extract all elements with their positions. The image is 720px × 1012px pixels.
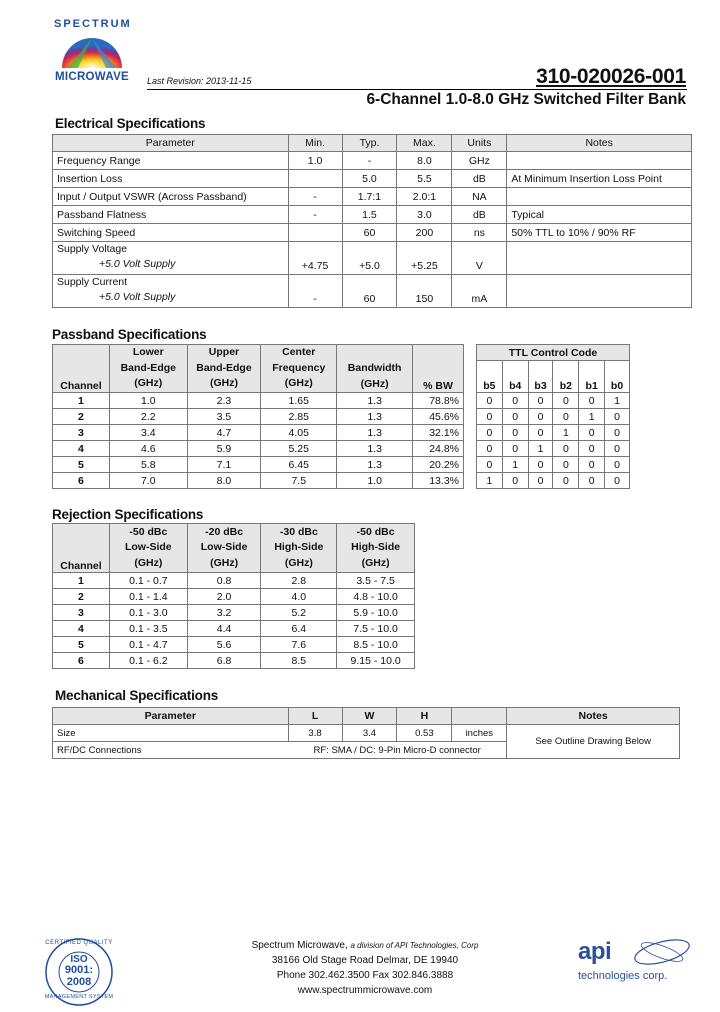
typ-cell: +5.0 <box>342 242 397 275</box>
rej-cell: 0.1 - 1.4 <box>109 589 187 605</box>
hdr-line: (GHz) <box>361 556 390 569</box>
rej-cell: 3.2 <box>187 605 261 621</box>
bit-cell: 1 <box>553 425 579 441</box>
electrical-table <box>52 134 692 308</box>
hdr-line: Upper <box>208 346 240 359</box>
channel-cell: 4 <box>53 441 110 457</box>
rej-cell: 3.5 - 7.5 <box>337 573 415 589</box>
hdr-line: High-Side <box>274 541 324 554</box>
units-cell: NA <box>452 188 507 206</box>
bit-cell: 0 <box>477 409 503 425</box>
bit-cell: 0 <box>553 473 579 489</box>
min-cell: - <box>288 275 342 308</box>
footer-phone: Phone 302.462.3500 Fax 302.846.3888 <box>276 970 454 981</box>
bit-cell: 0 <box>528 457 553 473</box>
bit-cell: 0 <box>502 393 528 409</box>
rej-cell: 6.8 <box>187 653 261 669</box>
iso-line-3: 2008 <box>66 976 92 988</box>
hdr-line: High-Side <box>351 541 401 554</box>
mechanical-header-row <box>53 708 680 725</box>
bit-cell: 0 <box>579 457 605 473</box>
lower-cell: 5.8 <box>109 457 187 473</box>
table-row <box>53 242 692 275</box>
upper-cell: 8.0 <box>187 473 261 489</box>
ttl-title-row <box>477 345 630 361</box>
center-cell: 6.45 <box>261 457 337 473</box>
logo-bottom-text: MICROWAVE <box>54 71 130 83</box>
iso-line-2: 9001: <box>64 964 94 976</box>
table-row <box>53 425 464 441</box>
api-logo-text: api <box>578 938 612 965</box>
pbw-cell: 20.2% <box>413 457 464 473</box>
max-cell: 3.0 <box>397 206 452 224</box>
bit-cell: 0 <box>477 425 503 441</box>
min-cell: - <box>288 206 342 224</box>
table-row <box>53 441 464 457</box>
api-sub-text: technologies corp. <box>578 970 668 982</box>
rfdc-value: RF: SMA / DC: 9-Pin Micro-D connector <box>288 742 507 759</box>
channel-cell: 6 <box>53 653 110 669</box>
hdr-line: Band-Edge <box>120 361 176 374</box>
bit-cell: 0 <box>477 457 503 473</box>
units-cell: V <box>452 242 507 275</box>
rej-cell: 0.1 - 3.5 <box>109 621 187 637</box>
hdr-line: -20 dBc <box>205 525 244 538</box>
ttl-table <box>476 344 630 489</box>
param-cell: Input / Output VSWR (Across Passband) <box>53 188 289 206</box>
hdr-line: -50 dBc <box>129 525 168 538</box>
param-label: Supply Current <box>57 276 128 288</box>
table-row <box>53 621 415 637</box>
bit-cell: 1 <box>502 457 528 473</box>
center-cell: 4.05 <box>261 425 337 441</box>
bit-cell: 0 <box>502 425 528 441</box>
notes-cell <box>507 188 692 206</box>
rej-cell: 2.0 <box>187 589 261 605</box>
min-cell <box>288 170 342 188</box>
col-upper <box>187 345 261 393</box>
rfdc-label: RF/DC Connections <box>53 742 289 759</box>
min-cell: +4.75 <box>288 242 342 275</box>
notes-cell <box>507 152 692 170</box>
lower-cell: 1.0 <box>109 393 187 409</box>
col-rej-1 <box>109 524 187 573</box>
units-cell: GHz <box>452 152 507 170</box>
logo-top-text: SPECTRUM <box>54 18 132 30</box>
table-row <box>53 275 692 308</box>
channel-cell: 4 <box>53 621 110 637</box>
mechanical-table <box>52 707 680 759</box>
rej-cell: 5.2 <box>261 605 337 621</box>
bit-cell: 0 <box>528 409 553 425</box>
upper-cell: 4.7 <box>187 425 261 441</box>
typ-cell: 1.7:1 <box>342 188 397 206</box>
hdr-line: Lower <box>132 346 164 359</box>
col-center <box>261 345 337 393</box>
hdr-line: (GHz) <box>284 556 313 569</box>
rejection-table <box>52 523 415 669</box>
rej-cell: 8.5 - 10.0 <box>337 637 415 653</box>
bit-cell: 0 <box>579 393 605 409</box>
col-rej-2 <box>187 524 261 573</box>
table-row <box>53 725 680 742</box>
electrical-title: Electrical Specifications <box>55 116 206 131</box>
notes-cell: At Minimum Insertion Loss Point <box>507 170 692 188</box>
bw-cell: 1.3 <box>337 425 413 441</box>
pbw-cell: 24.8% <box>413 441 464 457</box>
table-row <box>53 605 415 621</box>
hdr-line: -50 dBc <box>356 525 395 538</box>
col-w: W <box>342 708 397 725</box>
bit-cell: 0 <box>605 473 630 489</box>
min-cell: - <box>288 188 342 206</box>
rej-cell: 4.0 <box>261 589 337 605</box>
lower-cell: 2.2 <box>109 409 187 425</box>
bit-cell: 0 <box>605 457 630 473</box>
size-l: 3.8 <box>288 725 342 742</box>
col-parameter: Parameter <box>53 135 289 152</box>
col-min: Min. <box>288 135 342 152</box>
size-label: Size <box>53 725 289 742</box>
bit-cell: 0 <box>528 473 553 489</box>
bit-cell: 0 <box>579 425 605 441</box>
hdr-line: (GHz) <box>210 556 239 569</box>
lower-cell: 4.6 <box>109 441 187 457</box>
col-typ: Typ. <box>342 135 397 152</box>
lower-cell: 3.4 <box>109 425 187 441</box>
units-cell: dB <box>452 206 507 224</box>
hdr-line: Frequency <box>272 361 326 374</box>
rej-cell: 0.1 - 3.0 <box>109 605 187 621</box>
table-row <box>477 409 630 425</box>
part-number: 310-020026-001 <box>536 65 686 88</box>
ttl-bits-row <box>477 361 630 393</box>
rej-cell: 4.4 <box>187 621 261 637</box>
channel-cell: 2 <box>53 589 110 605</box>
electrical-header-row <box>53 135 692 152</box>
bit-cell: 1 <box>605 393 630 409</box>
bit-cell: 0 <box>553 457 579 473</box>
size-units: inches <box>452 725 507 742</box>
bit-header: b0 <box>605 361 630 393</box>
bit-cell: 1 <box>579 409 605 425</box>
typ-cell: 1.5 <box>342 206 397 224</box>
bw-cell: 1.0 <box>337 473 413 489</box>
bit-cell: 0 <box>553 393 579 409</box>
pbw-cell: 78.8% <box>413 393 464 409</box>
units-cell: mA <box>452 275 507 308</box>
api-logo <box>574 936 698 990</box>
hdr-line: Band-Edge <box>196 361 252 374</box>
iso-badge <box>34 936 124 1006</box>
bit-cell: 0 <box>528 393 553 409</box>
footer-address: 38166 Old Stage Road Delmar, DE 19940 <box>271 955 459 966</box>
center-cell: 5.25 <box>261 441 337 457</box>
mech-notes: See Outline Drawing Below <box>507 725 680 759</box>
param-cell: Passband Flatness <box>53 206 289 224</box>
rej-cell: 0.1 - 4.7 <box>109 637 187 653</box>
passband-table <box>52 344 464 489</box>
table-row <box>53 573 415 589</box>
hdr-line: (GHz) <box>284 377 313 390</box>
table-row <box>53 409 464 425</box>
table-row <box>477 473 630 489</box>
hdr-line: -30 dBc <box>279 525 318 538</box>
bit-cell: 0 <box>477 441 503 457</box>
bit-cell: 0 <box>579 473 605 489</box>
rej-cell: 9.15 - 10.0 <box>337 653 415 669</box>
max-cell: 5.5 <box>397 170 452 188</box>
upper-cell: 2.3 <box>187 393 261 409</box>
bit-cell: 0 <box>605 441 630 457</box>
min-cell: 1.0 <box>288 152 342 170</box>
max-cell: 150 <box>397 275 452 308</box>
table-row <box>53 457 464 473</box>
table-row <box>53 206 692 224</box>
ttl-title: TTL Control Code <box>477 345 630 361</box>
bit-header: b1 <box>579 361 605 393</box>
pbw-cell: 13.3% <box>413 473 464 489</box>
max-cell: 2.0:1 <box>397 188 452 206</box>
max-cell: 200 <box>397 224 452 242</box>
bit-header: b2 <box>553 361 579 393</box>
col-lower <box>109 345 187 393</box>
table-row <box>53 393 464 409</box>
max-cell: +5.25 <box>397 242 452 275</box>
param-sublabel: +5.0 Volt Supply <box>99 291 176 303</box>
table-row <box>53 637 415 653</box>
channel-cell: 5 <box>53 457 110 473</box>
upper-cell: 7.1 <box>187 457 261 473</box>
hdr-line: Center <box>282 346 316 359</box>
center-cell: 2.85 <box>261 409 337 425</box>
upper-cell: 5.9 <box>187 441 261 457</box>
col-notes: Notes <box>507 708 680 725</box>
notes-cell: 50% TTL to 10% / 90% RF <box>507 224 692 242</box>
center-cell: 1.65 <box>261 393 337 409</box>
table-row <box>477 393 630 409</box>
rejection-header-row <box>53 524 415 573</box>
hdr-line: Bandwidth <box>347 362 402 374</box>
typ-cell: - <box>342 152 397 170</box>
bw-cell: 1.3 <box>337 457 413 473</box>
bw-cell: 1.3 <box>337 409 413 425</box>
rej-cell: 6.4 <box>261 621 337 637</box>
pbw-cell: 45.6% <box>413 409 464 425</box>
passband-title: Passband Specifications <box>52 327 207 342</box>
col-channel: Channel <box>53 524 110 573</box>
rej-cell: 5.9 - 10.0 <box>337 605 415 621</box>
min-cell <box>288 224 342 242</box>
rej-cell: 7.6 <box>261 637 337 653</box>
rejection-title: Rejection Specifications <box>52 507 204 522</box>
hdr-line: (GHz) <box>209 377 238 390</box>
header-rule <box>147 89 687 90</box>
hdr-line: Low-Side <box>124 541 172 554</box>
channel-cell: 5 <box>53 637 110 653</box>
rej-cell: 0.1 - 0.7 <box>109 573 187 589</box>
col-bandwidth <box>337 345 413 393</box>
table-row <box>53 473 464 489</box>
bit-cell: 0 <box>605 425 630 441</box>
bit-cell: 0 <box>605 409 630 425</box>
lower-cell: 7.0 <box>109 473 187 489</box>
bw-cell: 1.3 <box>337 441 413 457</box>
typ-cell: 60 <box>342 224 397 242</box>
table-row <box>53 589 415 605</box>
bit-cell: 1 <box>477 473 503 489</box>
upper-cell: 3.5 <box>187 409 261 425</box>
hdr-line: (GHz) <box>134 377 163 390</box>
param-cell <box>53 275 289 308</box>
channel-cell: 2 <box>53 409 110 425</box>
notes-cell: Typical <box>507 206 692 224</box>
col-parameter: Parameter <box>53 708 289 725</box>
channel-cell: 1 <box>53 573 110 589</box>
bit-cell: 0 <box>553 441 579 457</box>
channel-cell: 6 <box>53 473 110 489</box>
spectrum-logo <box>48 18 136 88</box>
size-w: 3.4 <box>342 725 397 742</box>
revision-date: Last Revision: 2013-11-15 <box>147 76 252 86</box>
page-title: 6-Channel 1.0-8.0 GHz Switched Filter Bank <box>366 91 686 108</box>
typ-cell: 5.0 <box>342 170 397 188</box>
col-h: H <box>397 708 452 725</box>
table-row <box>53 224 692 242</box>
table-row <box>477 425 630 441</box>
channel-cell: 3 <box>53 605 110 621</box>
table-row <box>53 170 692 188</box>
center-cell: 7.5 <box>261 473 337 489</box>
col-notes: Notes <box>507 135 692 152</box>
bit-cell: 0 <box>502 409 528 425</box>
table-row <box>477 441 630 457</box>
param-cell: Insertion Loss <box>53 170 289 188</box>
iso-line-1: ISO <box>70 954 88 965</box>
bit-header: b3 <box>528 361 553 393</box>
rej-cell: 5.6 <box>187 637 261 653</box>
iso-top-text: CERTIFIED QUALITY <box>45 940 113 946</box>
col-units: Units <box>452 135 507 152</box>
units-cell: dB <box>452 170 507 188</box>
bit-cell: 0 <box>477 393 503 409</box>
col-pbw: % BW <box>413 345 464 393</box>
table-row <box>53 152 692 170</box>
notes-cell <box>507 242 692 275</box>
col-l: L <box>288 708 342 725</box>
size-h: 0.53 <box>397 725 452 742</box>
bw-cell: 1.3 <box>337 393 413 409</box>
rej-cell: 0.1 - 6.2 <box>109 653 187 669</box>
param-cell <box>53 242 289 275</box>
rej-cell: 2.8 <box>261 573 337 589</box>
units-cell: ns <box>452 224 507 242</box>
table-row <box>53 653 415 669</box>
pbw-cell: 32.1% <box>413 425 464 441</box>
bit-header: b5 <box>477 361 503 393</box>
iso-bottom-text: MANAGEMENT SYSTEM <box>44 994 114 1000</box>
bit-cell: 1 <box>528 441 553 457</box>
footer-company-line <box>210 939 520 953</box>
col-units <box>452 708 507 725</box>
param-cell: Frequency Range <box>53 152 289 170</box>
channel-cell: 1 <box>53 393 110 409</box>
hdr-line: (GHz) <box>360 377 389 390</box>
col-max: Max. <box>397 135 452 152</box>
bit-cell: 0 <box>553 409 579 425</box>
col-channel: Channel <box>53 345 110 393</box>
bit-cell: 0 <box>502 473 528 489</box>
table-row <box>477 457 630 473</box>
footer-division: a division of API Technologies, Corp <box>350 941 479 950</box>
footer-web[interactable]: www.spectrummicrowave.com <box>297 985 433 996</box>
rej-cell: 0.8 <box>187 573 261 589</box>
param-sublabel: +5.0 Volt Supply <box>99 258 176 270</box>
bit-cell: 0 <box>528 425 553 441</box>
rej-cell: 8.5 <box>261 653 337 669</box>
col-rej-3 <box>261 524 337 573</box>
hdr-line: (GHz) <box>134 556 163 569</box>
bit-cell: 0 <box>579 441 605 457</box>
mechanical-title: Mechanical Specifications <box>55 688 219 703</box>
param-label: Supply Voltage <box>57 243 128 255</box>
footer-company: Spectrum Microwave, <box>251 940 348 951</box>
channel-cell: 3 <box>53 425 110 441</box>
notes-cell <box>507 275 692 308</box>
rej-cell: 7.5 - 10.0 <box>337 621 415 637</box>
col-rej-4 <box>337 524 415 573</box>
passband-header-row <box>53 345 464 393</box>
bit-cell: 0 <box>502 441 528 457</box>
table-row <box>53 188 692 206</box>
typ-cell: 60 <box>342 275 397 308</box>
rej-cell: 4.8 - 10.0 <box>337 589 415 605</box>
bit-header: b4 <box>502 361 528 393</box>
param-cell: Switching Speed <box>53 224 289 242</box>
max-cell: 8.0 <box>397 152 452 170</box>
hdr-line: Low-Side <box>200 541 248 554</box>
